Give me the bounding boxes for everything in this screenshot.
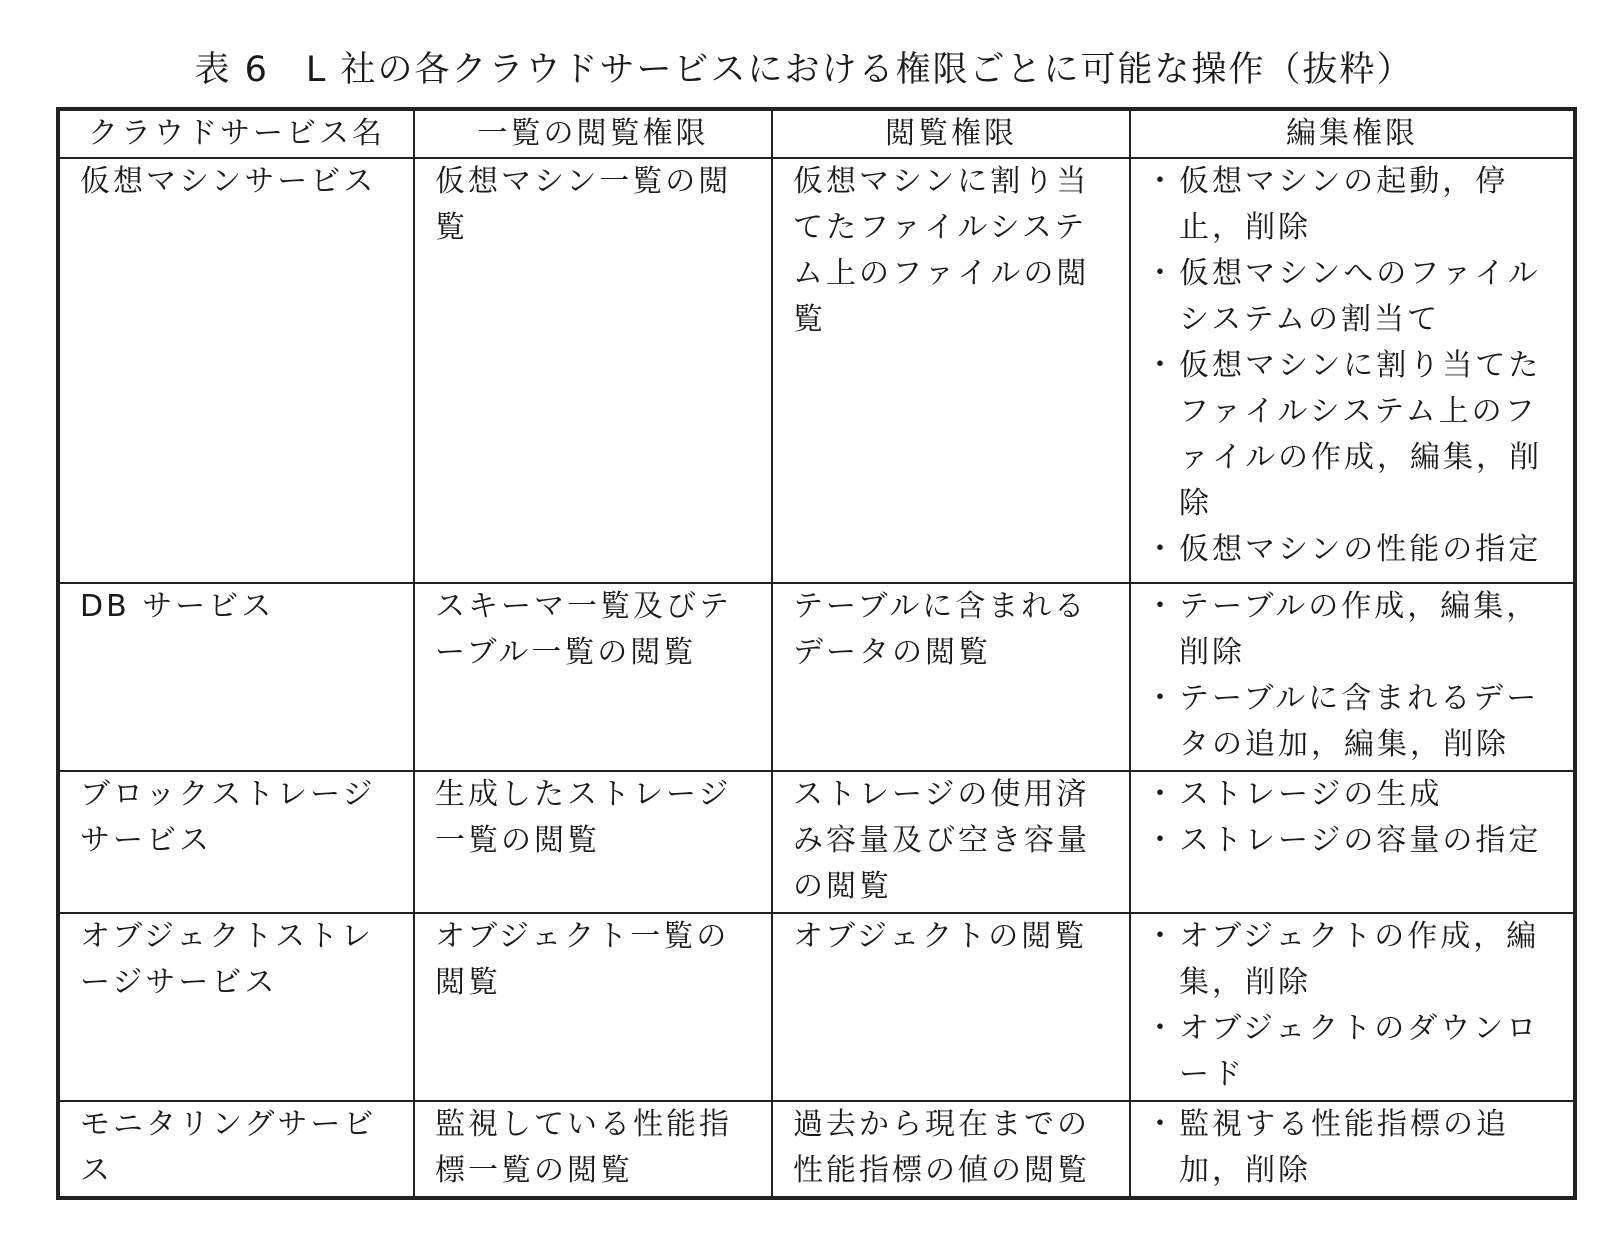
header-view-permission: 閲覧権限 <box>772 109 1130 158</box>
table-caption: 表 6 L 社の各クラウドサービスにおける権限ごとに可能な操作（抜粋） <box>194 50 1414 90</box>
header-service-name: クラウドサービス名 <box>58 109 414 158</box>
header-edit-permission: 編集権限 <box>1130 109 1575 158</box>
cell-list-view: オブジェクト一覧の閲覧 <box>414 913 772 1101</box>
table-row <box>58 771 1575 913</box>
edit-operation-item: ・ ストレージの容量の指定 <box>1151 818 1557 864</box>
cell-list-view: 監視している性能指標一覧の閲覧 <box>414 1101 772 1198</box>
cell-list-view: 生成したストレージ一覧の閲覧 <box>414 771 772 913</box>
edit-operation-item: ・ テーブルの作成，編集，削除 <box>1151 584 1557 676</box>
cell-view: ストレージの使用済み容量及び空き容量の閲覧 <box>772 771 1130 913</box>
cell-service-name: モニタリングサービス <box>58 1101 414 1198</box>
cell-view: 仮想マシンに割り当てたファイルシステム上のファイルの閲覧 <box>772 158 1130 583</box>
table-header-row <box>58 109 1575 158</box>
edit-operation-item: ・ テーブルに含まれるデータの追加，編集，削除 <box>1151 676 1557 768</box>
cell-list-view: スキーマ一覧及びテーブル一覧の閲覧 <box>414 583 772 771</box>
table-row <box>58 158 1575 583</box>
cell-edit <box>1130 913 1575 1101</box>
edit-operation-item: ・ オブジェクトのダウンロード <box>1151 1006 1557 1098</box>
cell-edit <box>1130 158 1575 583</box>
edit-operation-item: ・ 仮想マシンの性能の指定 <box>1151 527 1557 573</box>
cell-edit <box>1130 583 1575 771</box>
edit-operation-item: ・ 仮想マシンに割り当てたファイルシステム上のファイルの作成，編集，削除 <box>1151 343 1557 527</box>
cell-list-view: 仮想マシン一覧の閲覧 <box>414 158 772 583</box>
cell-service-name: ブロックストレージサービス <box>58 771 414 913</box>
cell-service-name: 仮想マシンサービス <box>58 158 414 583</box>
cell-edit <box>1130 771 1575 913</box>
cell-service-name: DB サービス <box>58 583 414 771</box>
cell-edit <box>1130 1101 1575 1198</box>
table-row <box>58 1101 1575 1198</box>
edit-operation-item: ・ 監視する性能指標の追加，削除 <box>1151 1102 1557 1194</box>
cell-view: 過去から現在までの性能指標の値の閲覧 <box>772 1101 1130 1198</box>
edit-operation-item: ・ オブジェクトの作成，編集，削除 <box>1151 914 1557 1006</box>
edit-operations-list <box>1151 584 1557 768</box>
cell-view: オブジェクトの閲覧 <box>772 913 1130 1101</box>
cell-service-name: オブジェクトストレージサービス <box>58 913 414 1101</box>
edit-operations-list <box>1151 914 1557 1098</box>
edit-operations-list <box>1151 772 1557 864</box>
table-row <box>58 913 1575 1101</box>
edit-operation-item: ・ 仮想マシンの起動，停止，削除 <box>1151 159 1557 251</box>
permissions-table <box>56 107 1577 1200</box>
edit-operations-list <box>1151 159 1557 573</box>
table-row <box>58 583 1575 771</box>
edit-operation-item: ・ 仮想マシンへのファイルシステムの割当て <box>1151 251 1557 343</box>
edit-operations-list <box>1151 1102 1557 1194</box>
edit-operation-item: ・ ストレージの生成 <box>1151 772 1557 818</box>
cell-view: テーブルに含まれるデータの閲覧 <box>772 583 1130 771</box>
header-list-view-permission: 一覧の閲覧権限 <box>414 109 772 158</box>
